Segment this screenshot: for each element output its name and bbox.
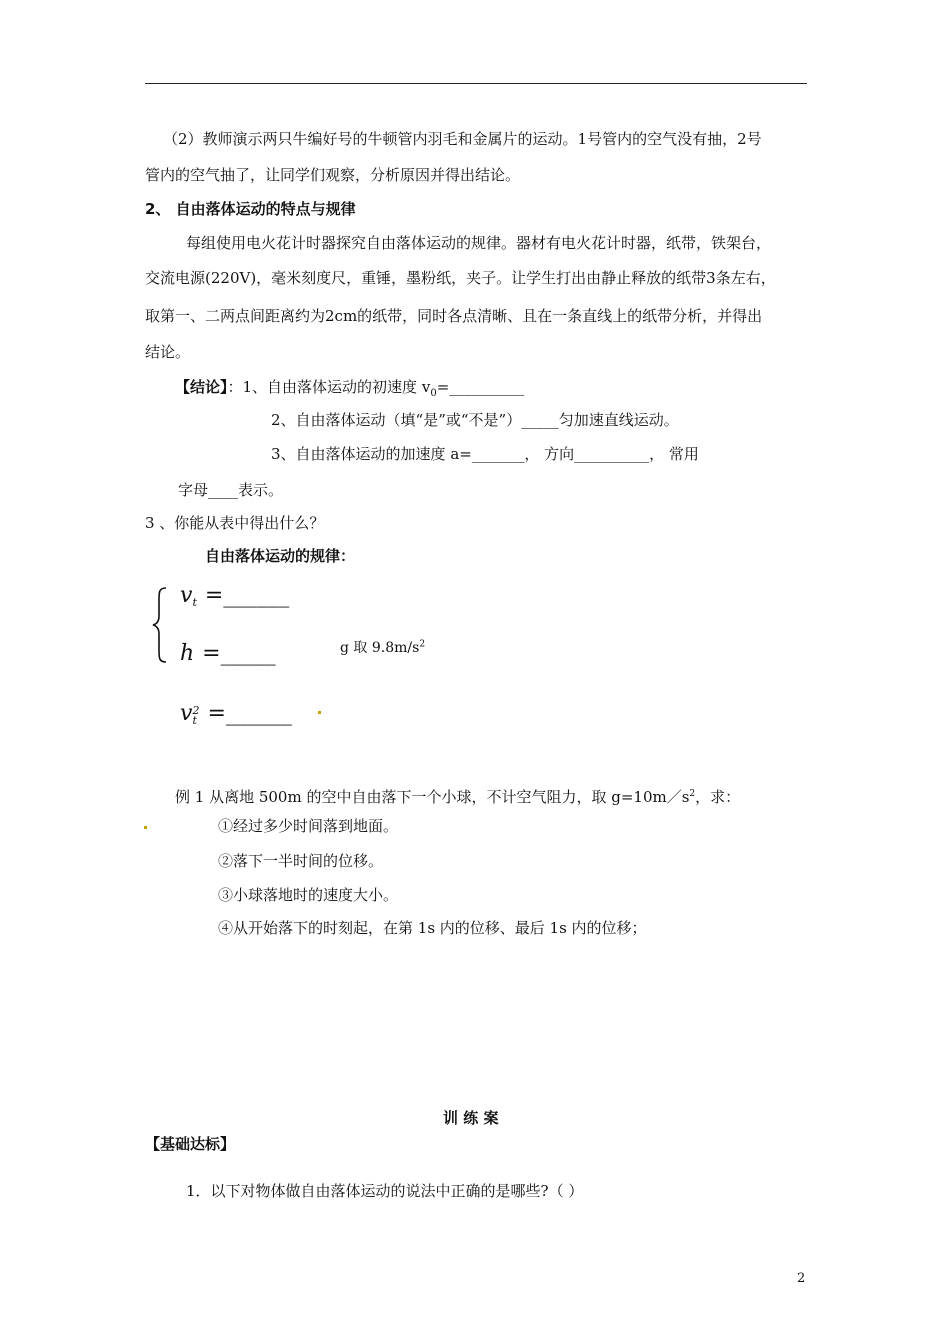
formula-velocity bbox=[180, 583, 289, 613]
training-title: 训 练 案 bbox=[443, 1109, 499, 1127]
formula-vsq-indices bbox=[192, 703, 200, 727]
formula-height-blank: =_____ bbox=[202, 641, 276, 666]
example-q2: ②落下一半时间的位移。 bbox=[218, 852, 384, 870]
example-1-tail: ，求： bbox=[695, 788, 741, 806]
conclusion-1-blank: =__________ bbox=[436, 378, 525, 396]
formula-height bbox=[180, 641, 276, 671]
formula-velocity-blank: =______ bbox=[204, 583, 290, 608]
basic-section-label: 【基础达标】 bbox=[145, 1135, 236, 1153]
demo-line-1: （2）教师演示两只牛编好号的牛顿管内羽毛和金属片的运动。1号管内的空气没有抽，2号 bbox=[163, 130, 762, 148]
conclusion-1 bbox=[175, 377, 524, 404]
conclusion-1-text: ：1、自由落体运动的初速度 v bbox=[227, 378, 431, 396]
section-2-heading: 2、 自由落体运动的特点与规律 bbox=[145, 200, 356, 218]
formula-velocity-squared bbox=[180, 701, 292, 733]
formula-height-var: h bbox=[180, 641, 195, 666]
stray-mark bbox=[318, 711, 321, 714]
stray-mark-2 bbox=[144, 826, 147, 829]
conclusion-3-continued: 字母____表示。 bbox=[178, 481, 284, 499]
section-2-para-line-1: 每组使用电火花计时器探究自由落体运动的规律。器材有电火花计时器，纸带，铁架台， bbox=[186, 234, 772, 252]
left-brace-icon bbox=[150, 586, 172, 664]
g-value-text: g 取 9.8m/s bbox=[340, 640, 420, 656]
section-3-heading: 3 、你能从表中得出什么？ bbox=[145, 514, 325, 532]
law-title: 自由落体运动的规律： bbox=[205, 547, 356, 565]
example-1-text: 例 1 从离地 500m 的空中自由落下一个小球，不计空气阻力，取 g=10m／s bbox=[175, 788, 690, 806]
example-1-sup: 2 bbox=[689, 789, 696, 799]
conclusion-label: 【结论】 bbox=[175, 378, 228, 396]
conclusion-3: 3、自由落体运动的加速度 a=_______， 方向__________， 常用 bbox=[271, 445, 699, 463]
header-rule bbox=[145, 83, 807, 84]
g-value-note bbox=[340, 637, 425, 657]
example-q4: ④从开始落下的时刻起，在第 1s 内的位移、最后 1s 内的位移； bbox=[218, 919, 647, 937]
g-value-sup: 2 bbox=[419, 639, 426, 650]
formula-velocity-var: v bbox=[180, 583, 193, 608]
demo-line-2: 管内的空气抽了，让同学们观察，分析原因并得出结论。 bbox=[145, 166, 521, 184]
formula-velocity-sub: t bbox=[192, 596, 197, 610]
page-number: 2 bbox=[797, 1271, 806, 1286]
conclusion-1-subscript: 0 bbox=[430, 388, 437, 399]
section-2-para-line-3: 取第一、二两点间距离约为2cm的纸带，同时各点清晰、且在一条直线上的纸带分析，并得出 bbox=[145, 307, 763, 325]
formula-vsq-sup: 2 bbox=[192, 703, 200, 717]
formula-vsq-var: v bbox=[180, 701, 193, 726]
formula-vsq-sub: t bbox=[192, 713, 197, 727]
example-q3: ③小球落地时的速度大小。 bbox=[218, 886, 399, 904]
example-q1: ①经过多少时间落到地面。 bbox=[218, 817, 399, 835]
conclusion-2: 2、自由落体运动（填“是”或“不是”）_____匀加速直线运动。 bbox=[271, 411, 679, 429]
training-question-1: 1．以下对物体做自由落体运动的说法中正确的是哪些?（ ） bbox=[186, 1182, 584, 1200]
formula-vsq-blank: =______ bbox=[207, 701, 292, 726]
example-1-intro bbox=[175, 784, 740, 807]
section-2-para-line-2: 交流电源(220V)，毫米刻度尺，重锤，墨粉纸，夹子。让学生打出由静止释放的纸带3条左右， bbox=[145, 269, 776, 287]
section-2-para-line-4: 结论。 bbox=[145, 343, 191, 361]
